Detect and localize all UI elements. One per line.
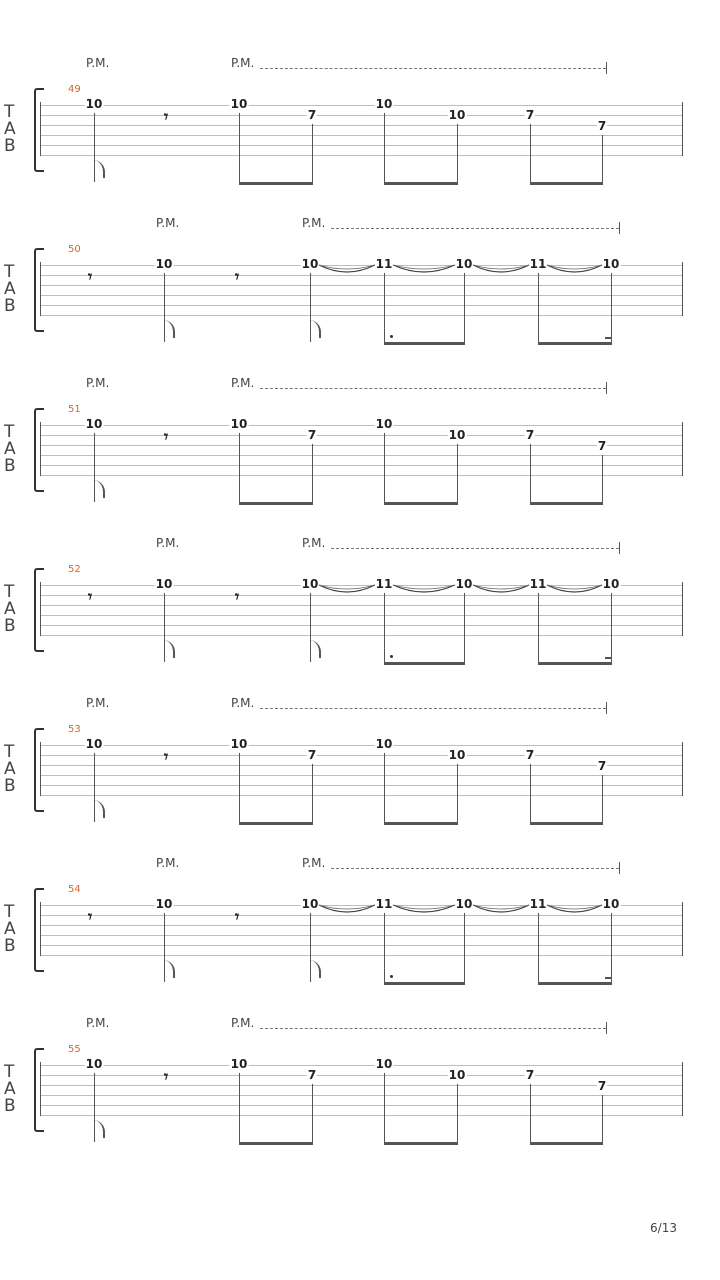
fret-number: 7 (525, 108, 535, 122)
fret-number: 10 (448, 748, 466, 762)
palm-mute-label: P.M. (302, 856, 326, 870)
fret-number: 10 (85, 417, 103, 431)
fret-number: 10 (155, 257, 173, 271)
note-stem (602, 775, 603, 822)
measure-number: 49 (68, 84, 81, 95)
note-stem (457, 764, 458, 822)
tab-clef-t: T (4, 902, 15, 922)
palm-mute-end (606, 702, 607, 714)
note-beam (530, 822, 603, 825)
fret-number: 10 (602, 257, 620, 271)
measure-number: 53 (68, 724, 81, 735)
eighth-rest: 𝄾 (163, 1067, 169, 1086)
staff-line (41, 445, 682, 446)
tab-clef-b: B (4, 136, 16, 156)
slur-arc (319, 265, 375, 272)
tab-clef-a: A (4, 599, 16, 619)
fret-number: 7 (525, 1068, 535, 1082)
note-stem (239, 753, 240, 822)
palm-mute-label: P.M. (156, 216, 180, 230)
tab-clef-t: T (4, 1062, 15, 1082)
tab-clef-b: B (4, 936, 16, 956)
staff-line (41, 475, 682, 476)
note-beam (239, 182, 313, 185)
tab-clef-b: B (4, 616, 16, 636)
note-stem (602, 135, 603, 182)
fret-number: 11 (375, 897, 393, 911)
staff-line (41, 125, 682, 126)
palm-mute-extension (260, 1028, 606, 1029)
staff-line (41, 455, 682, 456)
staff-line (41, 1115, 682, 1116)
staff-line (41, 1085, 682, 1086)
palm-mute-end (606, 1022, 607, 1034)
eighth-rest: 𝄾 (234, 907, 240, 926)
fret-number: 10 (455, 577, 473, 591)
staff-line (41, 135, 682, 136)
slur-arc (547, 905, 602, 912)
tab-clef-t: T (4, 262, 15, 282)
eighth-rest: 𝄾 (163, 747, 169, 766)
staff-line (41, 755, 682, 756)
fret-number: 7 (307, 428, 317, 442)
note-flag (93, 800, 105, 818)
note-flag (93, 160, 105, 178)
note-beam (384, 1142, 458, 1145)
note-stem (530, 764, 531, 822)
tab-clef-t: T (4, 582, 15, 602)
fret-number: 7 (597, 759, 607, 773)
palm-mute-label: P.M. (156, 856, 180, 870)
fret-number: 10 (230, 1057, 248, 1071)
note-stem (457, 444, 458, 502)
fret-number: 11 (375, 257, 393, 271)
note-beam (384, 182, 458, 185)
staff-line (41, 145, 682, 146)
palm-mute-label: P.M. (302, 216, 326, 230)
eighth-rest: 𝄾 (87, 267, 93, 286)
staff-line (41, 1095, 682, 1096)
fret-number: 10 (602, 897, 620, 911)
note-beam (384, 822, 458, 825)
fret-number: 10 (448, 1068, 466, 1082)
palm-mute-label: P.M. (231, 1016, 255, 1030)
fret-number: 11 (529, 897, 547, 911)
slur-arc (393, 265, 455, 272)
fret-number: 7 (597, 1079, 607, 1093)
tab-clef-a: A (4, 439, 16, 459)
eighth-rest: 𝄾 (163, 427, 169, 446)
palm-mute-extension (260, 708, 606, 709)
fret-number: 10 (85, 737, 103, 751)
fret-number: 7 (307, 108, 317, 122)
slur-group (0, 856, 720, 1016)
tab-clef-a: A (4, 919, 16, 939)
fret-number: 11 (529, 257, 547, 271)
tab-clef-t: T (4, 742, 15, 762)
fret-number: 10 (301, 257, 319, 271)
fret-number: 11 (529, 577, 547, 591)
fret-number: 10 (448, 108, 466, 122)
fret-number: 7 (597, 439, 607, 453)
note-stem (530, 444, 531, 502)
fret-number: 10 (85, 1057, 103, 1071)
measure-number: 50 (68, 244, 81, 255)
fret-number: 10 (155, 897, 173, 911)
note-stem (239, 1073, 240, 1142)
fret-number: 10 (230, 97, 248, 111)
note-beam (530, 182, 603, 185)
note-stem (384, 753, 385, 822)
tab-clef-a: A (4, 119, 16, 139)
tab-staff (40, 102, 683, 156)
staff-line (41, 155, 682, 156)
slur-arc (473, 265, 529, 272)
note-stem (530, 124, 531, 182)
note-flag (93, 480, 105, 498)
fret-number: 10 (455, 257, 473, 271)
eighth-rest: 𝄾 (87, 587, 93, 606)
fret-number: 10 (602, 577, 620, 591)
fret-number: 7 (525, 748, 535, 762)
tab-clef-a: A (4, 279, 16, 299)
slur-arc (393, 905, 455, 912)
note-stem (384, 113, 385, 182)
tab-system (0, 216, 720, 376)
fret-number: 10 (375, 97, 393, 111)
staff-line (41, 795, 682, 796)
tab-system (0, 1016, 720, 1176)
fret-number: 7 (597, 119, 607, 133)
note-stem (312, 764, 313, 822)
fret-number: 7 (307, 1068, 317, 1082)
tab-clef-t: T (4, 102, 15, 122)
slur-arc (393, 585, 455, 592)
fret-number: 10 (455, 897, 473, 911)
slur-arc (319, 905, 375, 912)
note-beam (530, 502, 603, 505)
staff-line (41, 775, 682, 776)
note-stem (602, 455, 603, 502)
palm-mute-label: P.M. (231, 696, 255, 710)
tab-clef-b: B (4, 776, 16, 796)
note-stem (239, 433, 240, 502)
staff-line (41, 1065, 682, 1066)
measure-number: 52 (68, 564, 81, 575)
eighth-rest: 𝄾 (234, 267, 240, 286)
palm-mute-label: P.M. (86, 376, 110, 390)
fret-number: 10 (375, 737, 393, 751)
fret-number: 10 (155, 577, 173, 591)
slur-arc (547, 265, 602, 272)
page-number: 6/13 (650, 1221, 677, 1235)
tab-system (0, 696, 720, 856)
staff-line (41, 1105, 682, 1106)
palm-mute-label: P.M. (86, 56, 110, 70)
tab-staff (40, 1062, 683, 1116)
slur-arc (319, 585, 375, 592)
note-stem (384, 1073, 385, 1142)
note-beam (384, 502, 458, 505)
tab-clef-t: T (4, 422, 15, 442)
palm-mute-label: P.M. (231, 56, 255, 70)
staff-line (41, 1075, 682, 1076)
tab-clef-b: B (4, 456, 16, 476)
fret-number: 10 (230, 737, 248, 751)
staff-line (41, 465, 682, 466)
note-stem (312, 124, 313, 182)
palm-mute-end (606, 62, 607, 74)
fret-number: 11 (375, 577, 393, 591)
tab-clef-a: A (4, 1079, 16, 1099)
fret-number: 10 (375, 1057, 393, 1071)
palm-mute-label: P.M. (86, 696, 110, 710)
staff-line (41, 115, 682, 116)
note-stem (602, 1095, 603, 1142)
staff-line (41, 745, 682, 746)
fret-number: 7 (525, 428, 535, 442)
note-beam (239, 822, 313, 825)
note-beam (239, 1142, 313, 1145)
palm-mute-label: P.M. (86, 1016, 110, 1030)
note-stem (312, 1084, 313, 1142)
fret-number: 10 (375, 417, 393, 431)
measure-number: 55 (68, 1044, 81, 1055)
tab-system (0, 536, 720, 696)
tab-staff (40, 422, 683, 476)
note-stem (312, 444, 313, 502)
measure-number: 54 (68, 884, 81, 895)
slur-group (0, 216, 720, 376)
slur-arc (547, 585, 602, 592)
fret-number: 10 (301, 577, 319, 591)
slur-arc (473, 905, 529, 912)
note-flag (93, 1120, 105, 1138)
note-stem (530, 1084, 531, 1142)
eighth-rest: 𝄾 (234, 587, 240, 606)
staff-line (41, 765, 682, 766)
measure-number: 51 (68, 404, 81, 415)
tab-system (0, 56, 720, 216)
palm-mute-extension (260, 68, 606, 69)
staff-line (41, 785, 682, 786)
note-stem (457, 1084, 458, 1142)
palm-mute-label: P.M. (231, 376, 255, 390)
fret-number: 10 (448, 428, 466, 442)
staff-line (41, 425, 682, 426)
tab-system (0, 376, 720, 536)
note-stem (239, 113, 240, 182)
staff-line (41, 435, 682, 436)
tab-staff (40, 742, 683, 796)
fret-number: 10 (301, 897, 319, 911)
staff-line (41, 105, 682, 106)
tab-system (0, 856, 720, 1016)
note-stem (384, 433, 385, 502)
fret-number: 10 (85, 97, 103, 111)
eighth-rest: 𝄾 (87, 907, 93, 926)
tab-clef-b: B (4, 1096, 16, 1116)
palm-mute-label: P.M. (156, 536, 180, 550)
slur-group (0, 536, 720, 696)
palm-mute-extension (260, 388, 606, 389)
note-beam (530, 1142, 603, 1145)
palm-mute-end (606, 382, 607, 394)
slur-arc (473, 585, 529, 592)
fret-number: 7 (307, 748, 317, 762)
palm-mute-label: P.M. (302, 536, 326, 550)
eighth-rest: 𝄾 (163, 107, 169, 126)
tab-clef-a: A (4, 759, 16, 779)
note-beam (239, 502, 313, 505)
fret-number: 10 (230, 417, 248, 431)
tab-clef-b: B (4, 296, 16, 316)
note-stem (457, 124, 458, 182)
